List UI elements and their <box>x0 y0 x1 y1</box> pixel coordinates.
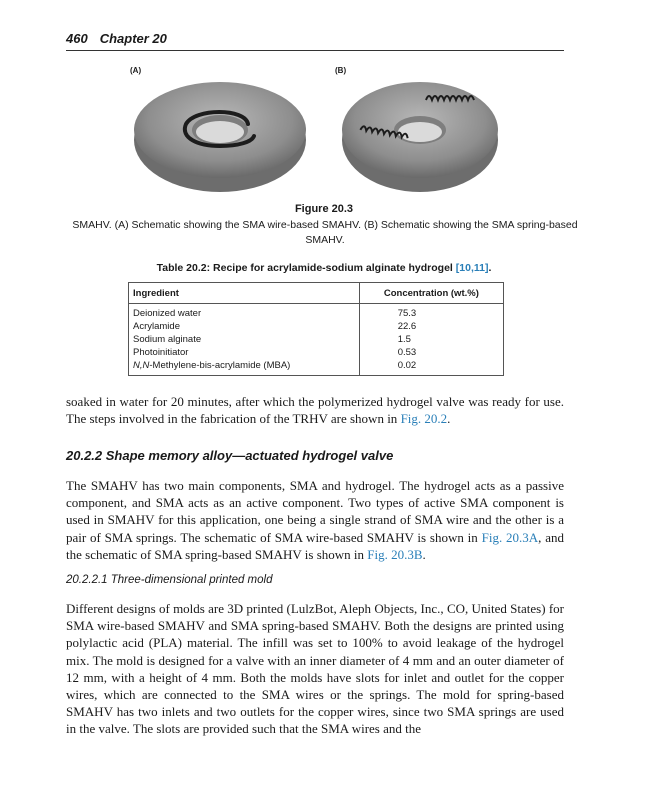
concentration-cell: 75.3 <box>359 304 503 321</box>
subsection-heading: 20.2.2.1 Three-dimensional printed mold <box>66 574 273 586</box>
figure-caption: SMAHV. (A) Schematic showing the SMA wire-based SMAHV. (B) Schematic showing the SMA spring-based SMAHV. <box>72 219 578 246</box>
ingredient-italic-prefix: N,N <box>133 360 150 371</box>
column-header-ingredient: Ingredient <box>129 283 360 304</box>
table-row <box>129 304 504 321</box>
paragraph-2-text: The SMAHV has two main components, SMA and hydrogel. The hydrogel acts as a passive component, and SMA acts as an active component. Two types of active SMA component is used in SMAHV for this application, one being a single strand of SMA wire and the other is a pair of SMA springs. The schematic of SMA wire-based SMAHV is shown in <box>66 478 564 545</box>
figure-panel-a <box>120 72 320 202</box>
column-header-concentration: Concentration (wt.%) <box>359 283 503 304</box>
figure-panel-b <box>330 72 530 202</box>
table-title-end: . <box>488 262 492 274</box>
panel-a-label: (A) <box>130 66 142 75</box>
ingredient-name: -Methylene-bis-acrylamide (MBA) <box>149 360 291 371</box>
paragraph-1-text: soaked in water for 20 minutes, after which the polymerized hydrogel valve was ready for use. The steps involved in the fabrication of the TRHV are shown in <box>66 394 564 427</box>
chapter-title: Chapter 20 <box>99 31 167 46</box>
paragraph-1-end: . <box>447 411 451 427</box>
recipe-table <box>128 282 504 376</box>
ingredient-cell: Acrylamide <box>129 320 360 333</box>
concentration-cell: 0.02 <box>359 359 503 376</box>
concentration-cell: 22.6 <box>359 320 503 333</box>
concentration-cell: 1.5 <box>359 333 503 346</box>
panel-b-label: (B) <box>335 66 347 75</box>
ingredient-cell: Sodium alginate <box>129 333 360 346</box>
valve-inner-highlight <box>398 122 442 142</box>
paragraph-2 <box>66 477 564 563</box>
concentration-cell: 0.53 <box>359 346 503 359</box>
table-title <box>0 262 648 274</box>
table-header-row <box>129 283 504 304</box>
fig-20-3b-link[interactable]: Fig. 20.3B <box>367 546 423 562</box>
table-row <box>129 346 504 359</box>
paragraph-2-end: . <box>422 546 426 562</box>
page-header <box>66 30 564 51</box>
paragraph-1 <box>66 393 564 427</box>
fig-20-2-link[interactable]: Fig. 20.2 <box>400 411 448 427</box>
ingredient-cell <box>129 359 360 376</box>
section-heading: 20.2.2 Shape memory alloy—actuated hydrogel valve <box>66 448 394 463</box>
paragraph-2-middle: , and the schematic of SMA spring-based SMAHV is shown in <box>66 529 564 562</box>
table-title-text: Table 20.2: Recipe for acrylamide-sodium alginate hydrogel <box>156 262 453 274</box>
table-row <box>129 359 504 376</box>
paragraph-3: Different designs of molds are 3D printed (LulzBot, Aleph Objects, Inc., CO, United States) for SMA wire-based SMAHV and SMA spring-based SMAHV. Both the designs are printed using polylactic acid (PLA) material. The infill was set to 100% to avoid leakage of the hydrogel mix. The mold is designed for a valve with an inner diameter of 4 mm and an outer diameter of 12 mm, with a height of 4 mm. Both the molds have slots for inlet and outlet for the copper wires, which are connected to the SMA wires or the springs. The mold for spring-based SMAHV has two inlets and two outlets for the copper wires, since two SMA springs are used in the valve. The slots are provided such that the SMA wires and the <box>66 601 564 737</box>
fig-20-3a-link[interactable]: Fig. 20.3A <box>481 529 539 545</box>
valve-inner-highlight <box>196 121 244 143</box>
ingredient-cell: Deionized water <box>129 304 360 321</box>
ingredient-cell: Photoinitiator <box>129 346 360 359</box>
table-row <box>129 333 504 346</box>
figure-title: Figure 20.3 <box>294 203 354 215</box>
table-title-ref-link[interactable]: [10,11] <box>455 262 489 274</box>
page-number: 460 <box>66 31 88 46</box>
table-row <box>129 320 504 333</box>
